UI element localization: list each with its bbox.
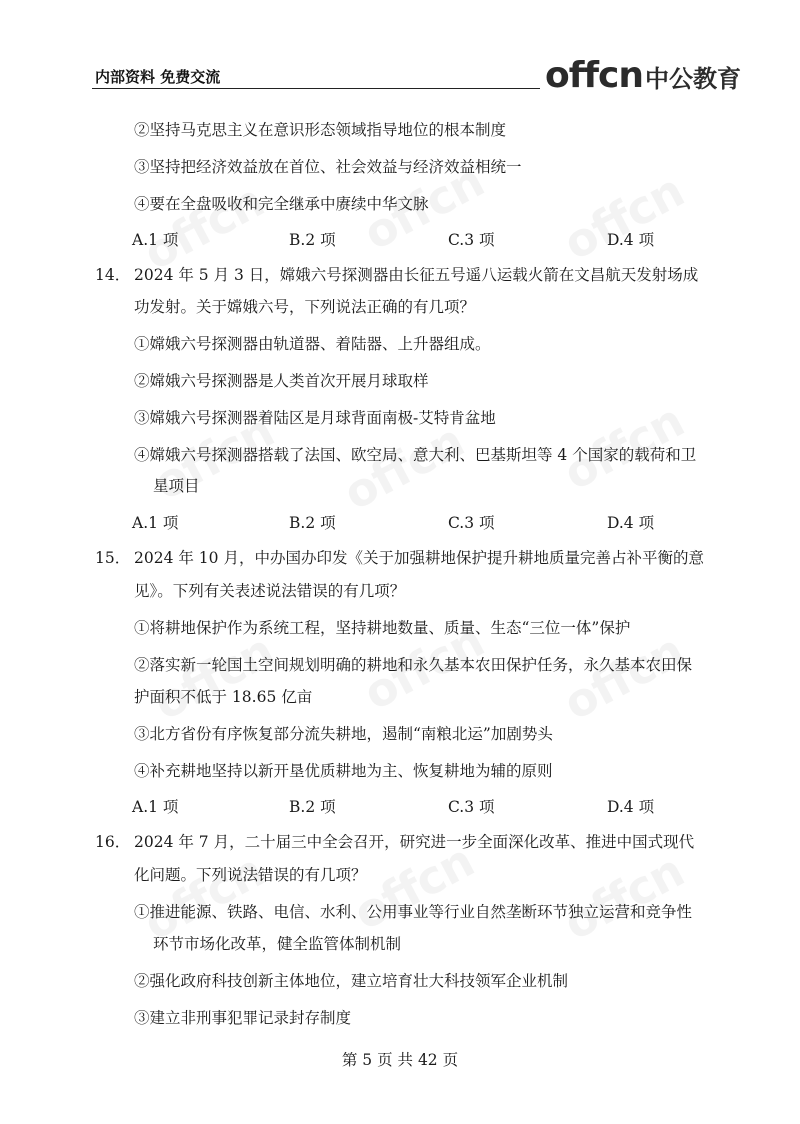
q16-stem-line-2: 化问题。下列说法错误的有几项？ [134,866,367,884]
header-rule [92,88,540,89]
page-footer: 第 5 页 共 42 页 [341,1051,459,1069]
logo-en: offcn [545,55,644,96]
option-a: A.1 项 [132,798,179,816]
logo-cn: 中公教育 [645,65,742,93]
q16-item-3: ③建立非刑事犯罪记录封存制度 [134,1009,352,1027]
q15-item-3: ③北方省份有序恢复部分流失耕地，遏制“南粮北运”加剧势头 [134,725,553,743]
q14-item-4-cont: 星项目 [153,477,200,495]
offcn-logo [545,52,741,94]
q14-item-4: ④嫦娥六号探测器搭载了法国、欧空局、意大利、巴基斯坦等 4 个国家的载荷和卫 [134,446,697,464]
q16-number: 16． [95,833,131,851]
q15-number: 15． [95,549,131,567]
q15-item-4: ④补充耕地坚持以新开垦优质耕地为主、恢复耕地为辅的原则 [134,762,553,780]
watermark-mark [555,163,692,270]
q14-number: 14． [95,266,131,284]
q14-stem-line-1: 2024 年 5 月 3 日，嫦娥六号探测器由长征五号遥八运载火箭在文昌航天发射场成 [134,266,699,284]
option-b: B.2 项 [289,798,336,816]
watermark-mark [335,413,472,520]
option-c: C.3 项 [448,231,495,249]
option-b: B.2 项 [289,231,336,249]
option-c: C.3 项 [448,798,495,816]
option-d: D.4 项 [607,514,655,532]
q15-item-2-cont: 护面积不低于 18.65 亿亩 [134,688,313,706]
watermark-mark [555,843,692,950]
q14-item-2: ②嫦娥六号探测器是人类首次开展月球取样 [134,372,429,390]
q13-item-4: ④要在全盘吸收和完全继承中赓续中华文脉 [134,195,429,213]
option-d: D.4 项 [607,231,655,249]
q13-item-3: ③坚持把经济效益放在首位、社会效益与经济效益相统一 [134,158,522,176]
q14-item-1: ①嫦娥六号探测器由轨道器、着陆器、上升器组成。 [134,335,491,353]
option-b: B.2 项 [289,514,336,532]
q15-item-1: ①将耕地保护作为系统工程，坚持耕地数量、质量、生态“三位一体”保护 [134,619,631,637]
q14-item-3: ③嫦娥六号探测器着陆区是月球背面南极-艾特肯盆地 [134,409,496,427]
option-c: C.3 项 [448,514,495,532]
q13-item-2: ②坚持马克思主义在意识形态领域指导地位的根本制度 [134,121,507,139]
watermark-mark [555,623,692,730]
watermark-mark [145,623,282,730]
q15-item-2: ②落实新一轮国土空间规划明确的耕地和永久基本农田保护任务，永久基本农田保 [134,656,693,674]
q16-item-1: ①推进能源、铁路、电信、水利、公用事业等行业自然垄断环节独立运营和竞争性 [134,903,693,921]
q16-stem-line-1: 2024 年 7 月，二十届三中全会召开，研究进一步全面深化改革、推进中国式现代 [134,833,695,851]
q16-item-2: ②强化政府科技创新主体地位，建立培育壮大科技领军企业机制 [134,972,569,990]
option-d: D.4 项 [607,798,655,816]
option-a: A.1 项 [132,231,179,249]
q14-stem-line-2: 功发射。关于嫦娥六号，下列说法正确的有几项？ [134,298,476,316]
header-label: 内部资料 免费交流 [95,68,221,86]
q15-stem-line-2: 见》。下列有关表述说法错误的有几项？ [134,582,406,600]
q15-stem-line-1: 2024 年 10 月，中办国办印发《关于加强耕地保护提升耕地质量完善占补平衡的意 [134,549,704,567]
q16-item-1-cont: 环节市场化改革，健全监管体制机制 [153,935,402,953]
option-a: A.1 项 [132,514,179,532]
